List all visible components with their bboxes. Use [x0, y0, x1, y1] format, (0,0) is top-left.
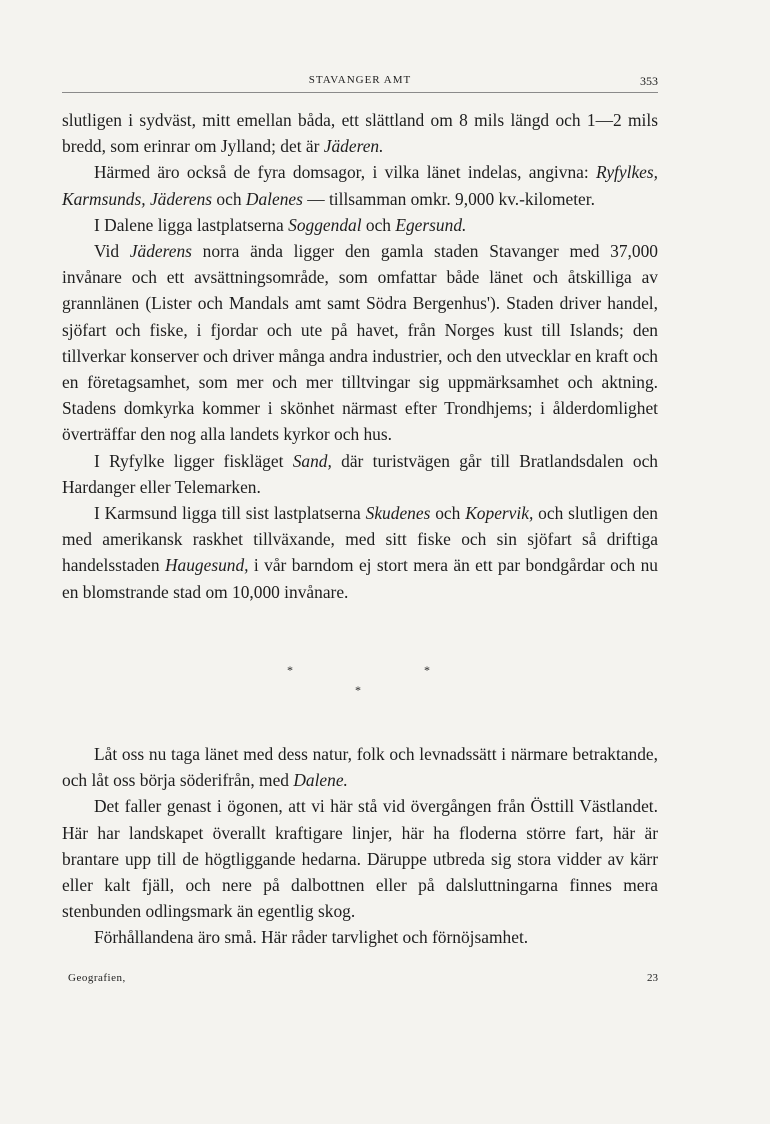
place-name: Egersund. — [395, 214, 467, 235]
paragraph-text: Låt oss nu taga länet med dess natur, folk och levnadssätt i närmare betraktande, och låt oss börja söderifrån, med — [62, 744, 658, 791]
paragraph-text: och — [212, 188, 246, 209]
running-title: STAVANGER AMT — [308, 74, 412, 86]
paragraph — [62, 159, 658, 211]
paragraph-text: Förhållandena äro små. Här råder tarvlighet och förnöjsamhet. — [94, 927, 529, 948]
paragraph-text: norra ända ligger den gamla staden Stavanger med 37,000 invånare och ett avsättningsområde, som omfattar både länet och åtskilliga av grannlänen (Lister och Mandals amt samt Södra Bergenhus'). Staden driver handel, sjöfart och fiske, i fjordar och ute på havet, från Norges kust till Islands; den tillverkar konserver och driver många andra industrier, och den utvecklar en kraft och en företagsamhet, som mer och mer tilltvingar sig uppmärksamhet och aktning. Stadens domkyrka kommer i skönhet närmast efter Trondhjems; i ålderdomlighet överträffar den nog alla landets kyrkor och hus. — [62, 241, 658, 445]
place-name: Haugesund, — [164, 555, 249, 576]
section-one — [62, 107, 658, 605]
paragraph — [62, 107, 658, 159]
paragraph-text: Härmed äro också de fyra domsagor, i vilka länet indelas, angivna: — [94, 162, 597, 183]
paragraph — [62, 793, 658, 924]
paragraph-text: och slutligen den med amerikansk raskhet tillväxande, med sitt fiske och sin sjöfart så driftiga handelsstaden — [62, 503, 659, 576]
paragraph-text: Det faller genast i ögonen, att vi här stå vid övergången från Östtill Västlandet. Här har landskapet överallt kraftigare linjer, här ha floderna större fart, här är brantare upp till de högtliggande hedarna. Däruppe utbreda sig stora vidder av kärr eller kalt fjäll, och nere på dalbottnen eller på dalsluttningarna finnes mera stenbunden odlingsmark än egentlig skog. — [62, 796, 658, 922]
paragraph-text: I Dalene ligga lastplatserna — [94, 214, 289, 235]
place-name: Skudenes — [365, 503, 431, 524]
paragraph — [62, 500, 658, 605]
running-header — [62, 74, 658, 90]
paragraph-text: slutligen i sydväst, mitt emellan båda, ett slättland om 8 mils längd och 1—2 mils bredd, som erinrar om Jylland; det är — [62, 110, 658, 157]
asterisk: * — [355, 683, 361, 697]
paragraph-text: och — [430, 503, 466, 524]
paragraph-text: i vår barndom ej stort mera än ett par bondgårdar och nu en blomstrande stad om 10,000 invånare. — [62, 555, 658, 602]
signature-number: 23 — [647, 972, 658, 984]
paragraph — [62, 448, 658, 500]
asterisk: * — [424, 663, 430, 677]
paragraph-text: där turistvägen går till Bratlandsdalen och Hardanger eller Telemarken. — [62, 450, 658, 497]
place-name: Jäderens — [129, 241, 192, 262]
paragraph — [62, 741, 658, 793]
place-name: Jäderen. — [323, 136, 384, 157]
paragraph-text: och — [361, 214, 396, 235]
section-separator — [62, 662, 658, 702]
paragraph-text: Vid — [94, 241, 130, 262]
printer-signature: Geografien, — [68, 972, 126, 984]
paragraph — [62, 924, 658, 950]
paragraph-text: I Karmsund ligga till sist lastplatserna — [94, 503, 366, 524]
place-name: Kopervik, — [465, 503, 534, 524]
place-name: Soggendal — [288, 214, 362, 235]
asterisk: * — [287, 663, 293, 677]
paragraph — [62, 238, 658, 448]
page-number: 353 — [640, 74, 658, 88]
header-rule — [62, 92, 658, 93]
place-name: Dalene. — [293, 770, 348, 791]
section-two — [62, 741, 658, 951]
paragraph — [62, 212, 658, 238]
place-name: Dalenes — [245, 188, 303, 209]
place-name: Sand, — [292, 450, 332, 471]
paragraph-text: — tillsamman omkr. 9,000 kv.-kilometer. — [302, 188, 595, 209]
paragraph-text: I Ryfylke ligger fiskläget — [94, 450, 293, 471]
place-name: Ryfylkes, Karmsunds, Jäderens — [62, 162, 658, 209]
